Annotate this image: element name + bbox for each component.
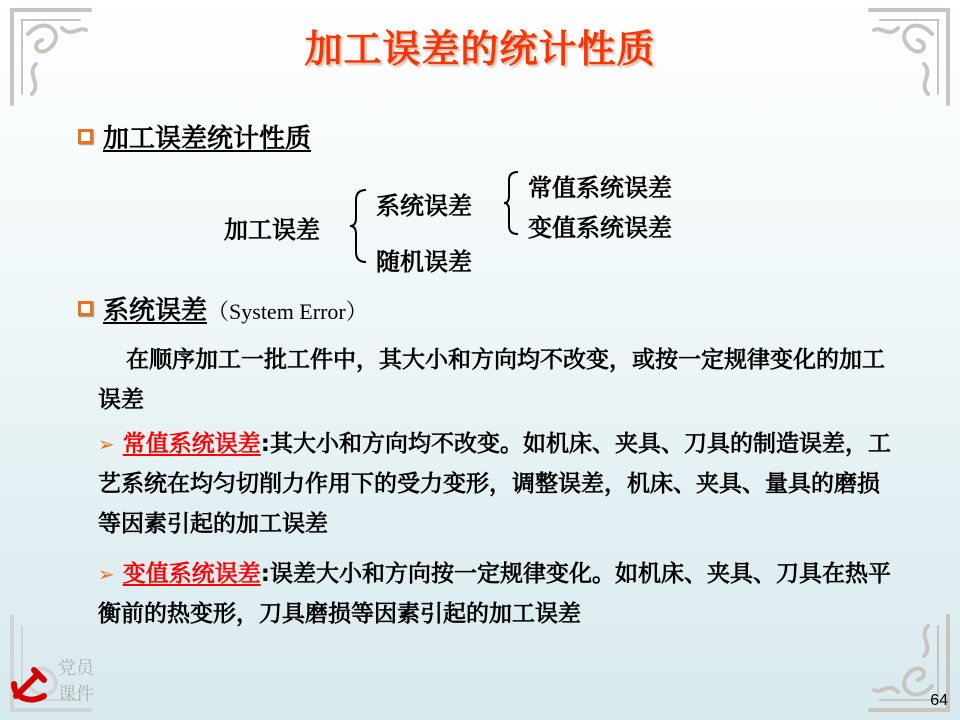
section-heading-english: （System Error）: [207, 299, 368, 324]
tree-leaf-constant-systematic-error: 常值系统误差: [528, 174, 672, 202]
logo-caption-line-2: 课件: [58, 684, 94, 705]
tree-branch-random-error: 随机误差: [376, 248, 472, 276]
page-number: 64: [930, 692, 948, 709]
tree-leaf-variable-systematic-error: 变值系统误差: [528, 214, 672, 242]
section-heading-statistical-properties: [78, 118, 311, 155]
variable-error-text: :误差大小和方向按一定规律变化。如机床、夹具、刀具在热平衡前的热变形，刀具磨损等因素引起的加工误差: [98, 561, 891, 627]
constant-error-paragraph: [98, 424, 898, 544]
arrow-bullet-icon: ➢: [98, 562, 115, 586]
party-emblem-icon: [8, 662, 52, 706]
definition-paragraph: 在顺序加工一批工件中，其大小和方向均不改变，或按一定规律变化的加工误差: [98, 347, 885, 413]
logo-caption-line-1: 党员: [58, 658, 94, 679]
left-brace-icon: [502, 170, 522, 236]
checkbox-bullet-icon: [78, 301, 93, 316]
section-heading-text: 加工误差统计性质: [103, 124, 312, 154]
tree-branch-systematic-error: 系统误差: [376, 192, 472, 220]
logo-caption: [58, 656, 94, 708]
section-heading-systematic-error: [78, 290, 368, 327]
constant-error-text: :其大小和方向均不改变。如机床、夹具、刀具的制造误差，工艺系统在均匀切削力作用下的受力变形，调整误差，机床、夹具、量具的磨损等因素引起的加工误差: [98, 431, 891, 537]
checkbox-bullet-icon: [78, 129, 93, 144]
tree-root-label: 加工误差: [224, 216, 320, 244]
left-brace-icon: [348, 188, 370, 264]
constant-error-term: 常值系统误差: [122, 431, 261, 457]
section-heading-text: 系统误差: [103, 296, 208, 326]
variable-error-term: 变值系统误差: [122, 561, 261, 587]
variable-error-paragraph: [98, 554, 898, 634]
slide-title: 加工误差的统计性质: [304, 27, 656, 71]
arrow-bullet-icon: ➢: [98, 432, 115, 456]
